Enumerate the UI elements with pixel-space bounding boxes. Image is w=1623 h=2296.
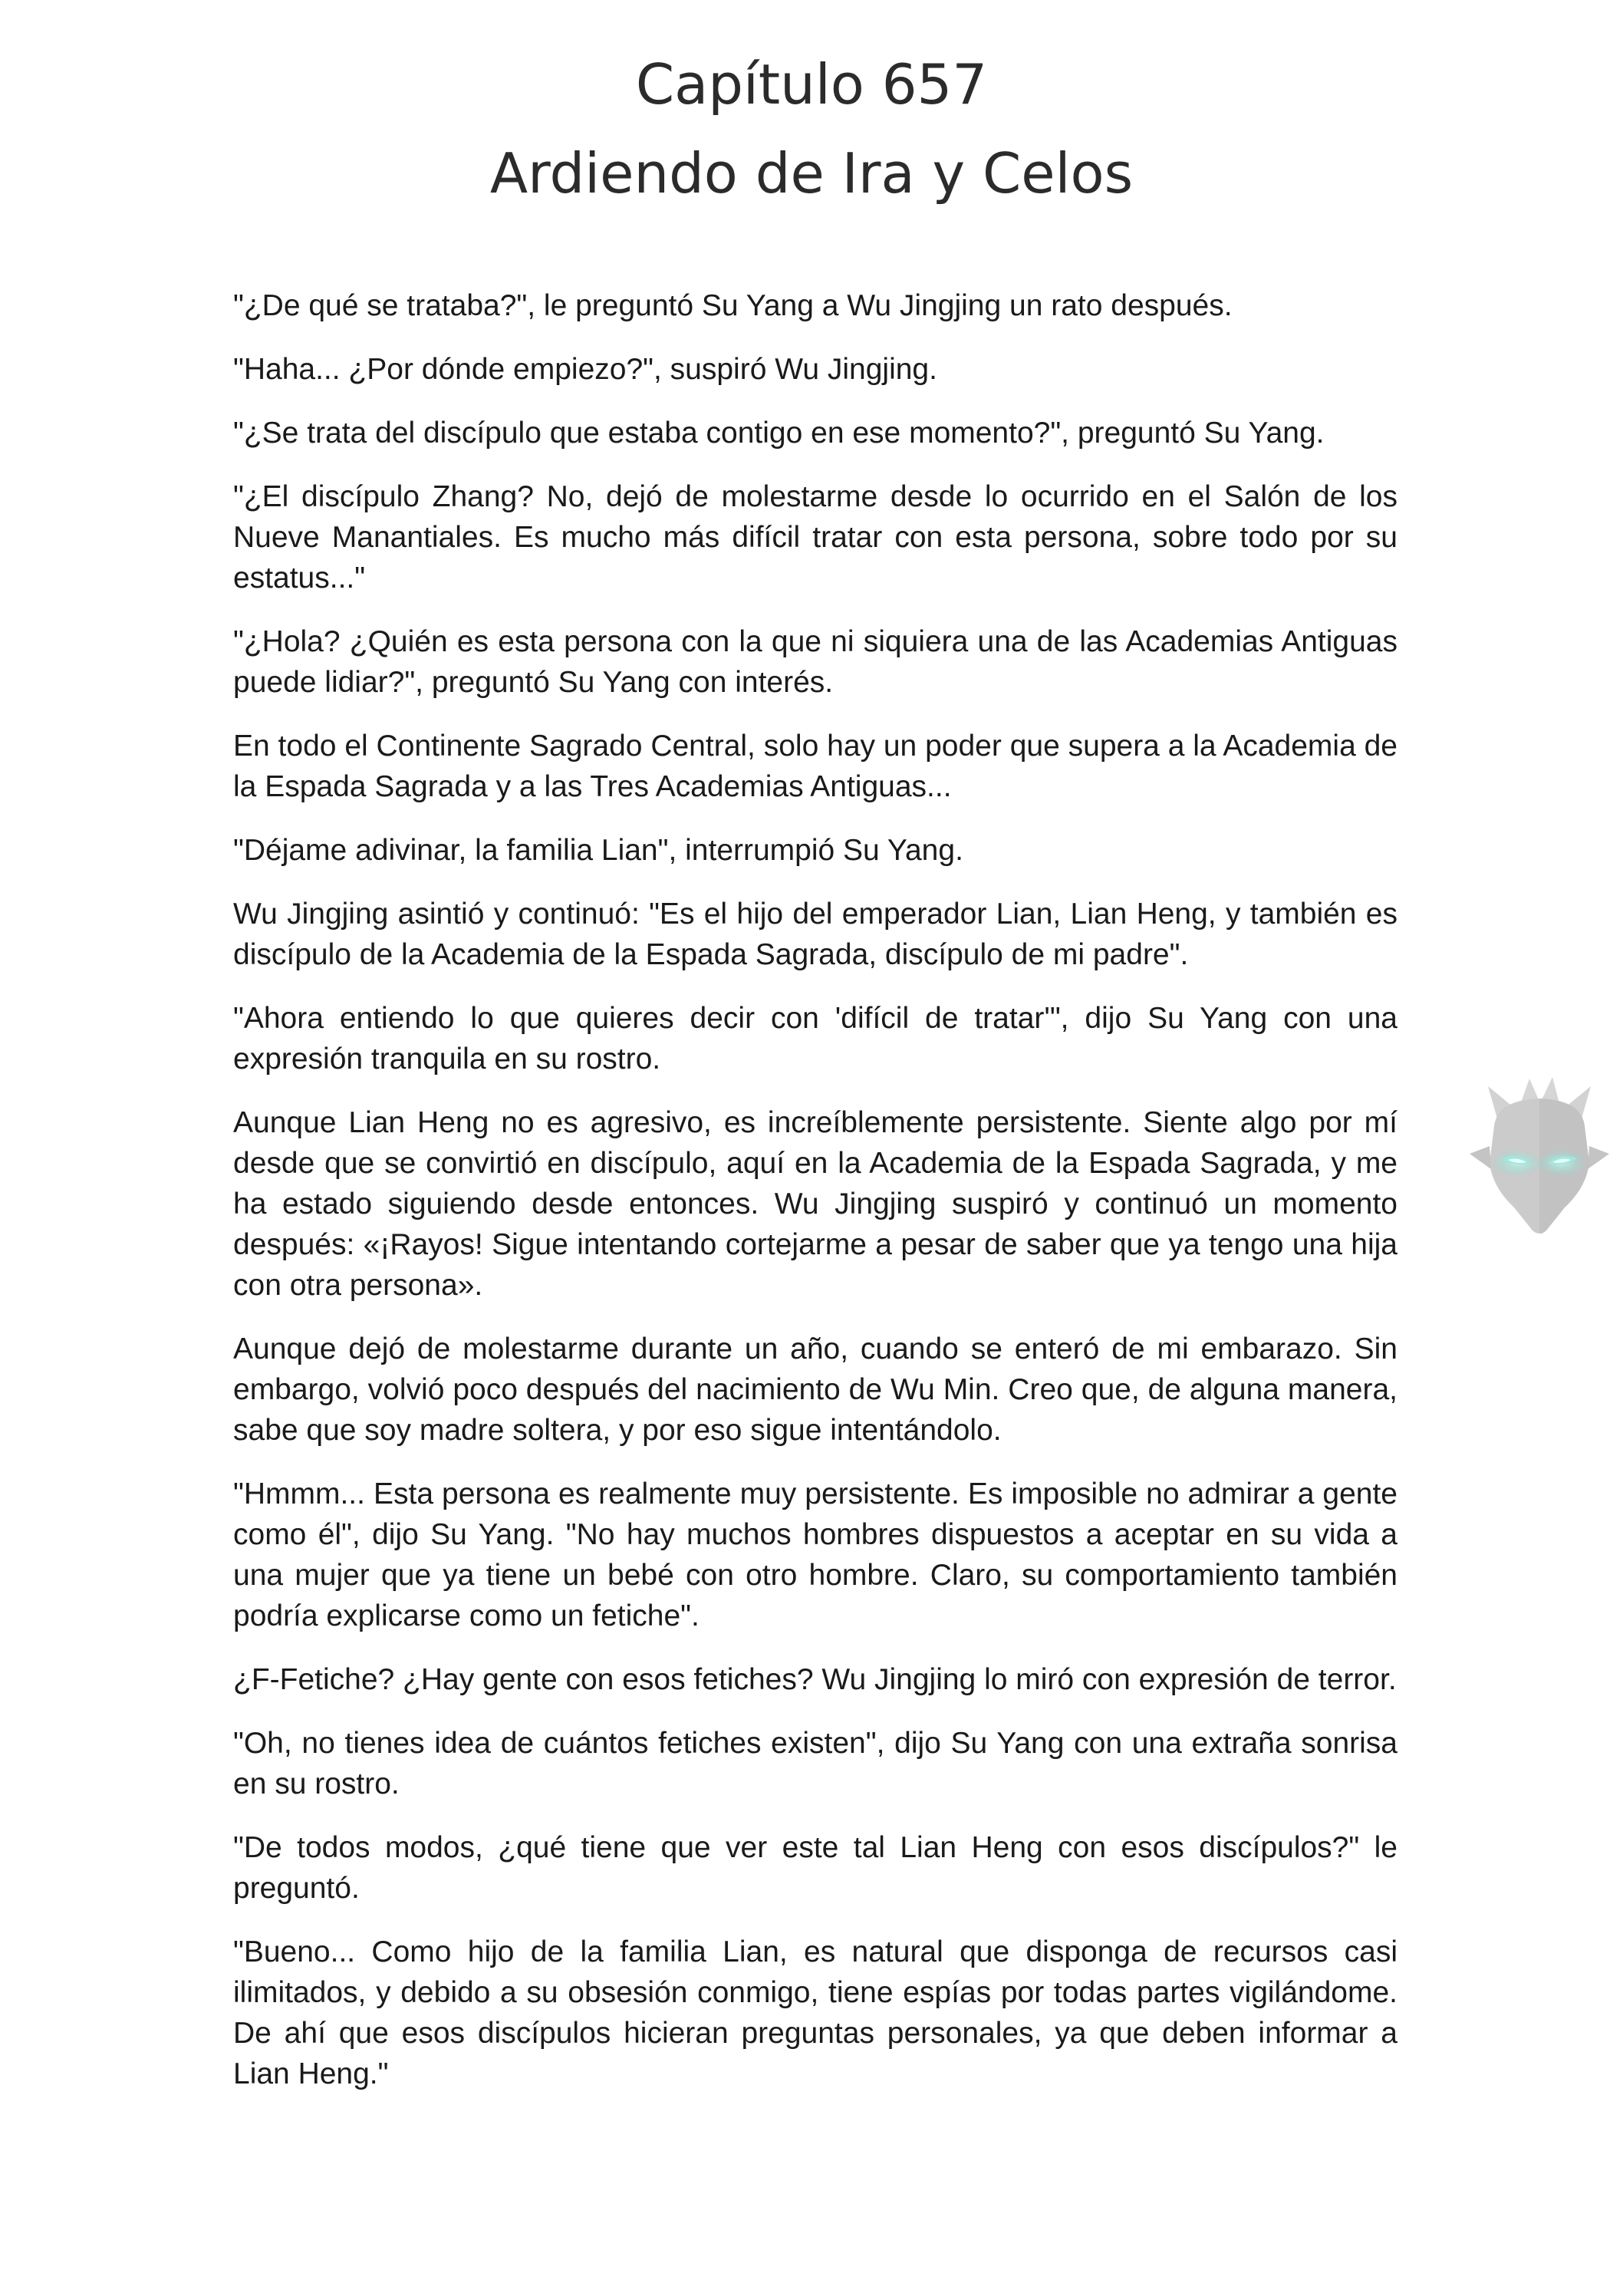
chapter-body (233, 285, 1397, 2117)
paragraph: "Déjame adivinar, la familia Lian", interrumpió Su Yang. (233, 834, 963, 867)
paragraph: "¿Se trata del discípulo que estaba contigo en ese momento?", preguntó Su Yang. (233, 417, 1325, 450)
paragraph: "¿Hola? ¿Quién es esta persona con la que ni siquiera una de las Academias Antiguas puede lidiar?", preguntó Su Yang con interés. (233, 625, 1397, 699)
paragraph: "Hmmm... Esta persona es realmente muy persistente. Es imposible no admirar a gente como él", dijo Su Yang. "No hay muchos hombres dispuestos a aceptar en su vida a una mujer que ya tiene un bebé con otro hombre. Claro, su comportamiento también podría explicarse como un fetiche". (233, 1477, 1397, 1632)
paragraph: "Oh, no tienes idea de cuántos fetiches existen", dijo Su Yang con una extraña sonrisa en su rostro. (233, 1727, 1397, 1800)
chapter-heading (0, 40, 1623, 218)
paragraph: Aunque Lian Heng no es agresivo, es increíblemente persistente. Siente algo por mí desde que se convirtió en discípulo, aquí en la Academia de la Espada Sagrada, y me ha estado siguiendo desde entonces. Wu Jingjing suspiró y continuó un momento después: «¡Rayos! Sigue intentando cortejarme a pesar de saber que ya tengo una hija con otra persona». (233, 1106, 1397, 1302)
paragraph: "Haha... ¿Por dónde empiezo?", suspiró Wu Jingjing. (233, 353, 937, 386)
paragraph: "¿De qué se trataba?", le preguntó Su Yang a Wu Jingjing un rato después. (233, 289, 1233, 322)
chapter-title: Ardiendo de Ira y Celos (489, 141, 1134, 206)
demon-mascot-icon (1467, 1072, 1612, 1241)
paragraph: En todo el Continente Sagrado Central, solo hay un poder que supera a la Academia de la Espada Sagrada y a las Tres Academias Antiguas... (233, 730, 1397, 803)
paragraph: ¿F-Fetiche? ¿Hay gente con esos fetiches? Wu Jingjing lo miró con expresión de terror. (233, 1663, 1397, 1696)
paragraph: "¿El discípulo Zhang? No, dejó de molestarme desde lo ocurrido en el Salón de los Nueve Manantiales. Es mucho más difícil tratar con esta persona, sobre todo por su estatus..." (233, 480, 1397, 595)
paragraph: Wu Jingjing asintió y continuó: "Es el hijo del emperador Lian, Lian Heng, y también es discípulo de la Academia de la Espada Sagrada, discípulo de mi padre". (233, 898, 1397, 971)
paragraph: Aunque dejó de molestarme durante un año, cuando se enteró de mi embarazo. Sin embargo, volvió poco después del nacimiento de Wu Min. Creo que, de alguna manera, sabe que soy madre soltera, y por eso sigue intentándolo. (233, 1332, 1397, 1447)
chapter-number: Capítulo 657 (635, 52, 988, 117)
paragraph: "De todos modos, ¿qué tiene que ver este tal Lian Heng con esos discípulos?" le preguntó. (233, 1831, 1397, 1905)
paragraph: "Bueno... Como hijo de la familia Lian, es natural que disponga de recursos casi ilimitados, y debido a su obsesión conmigo, tiene espías por todas partes vigilándome. De ahí que esos discípulos hicieran preguntas personales, ya que deben informar a Lian Heng." (233, 1935, 1397, 2090)
paragraph: "Ahora entiendo lo que quieres decir con 'difícil de tratar'", dijo Su Yang con una expresión tranquila en su rostro. (233, 1002, 1397, 1076)
